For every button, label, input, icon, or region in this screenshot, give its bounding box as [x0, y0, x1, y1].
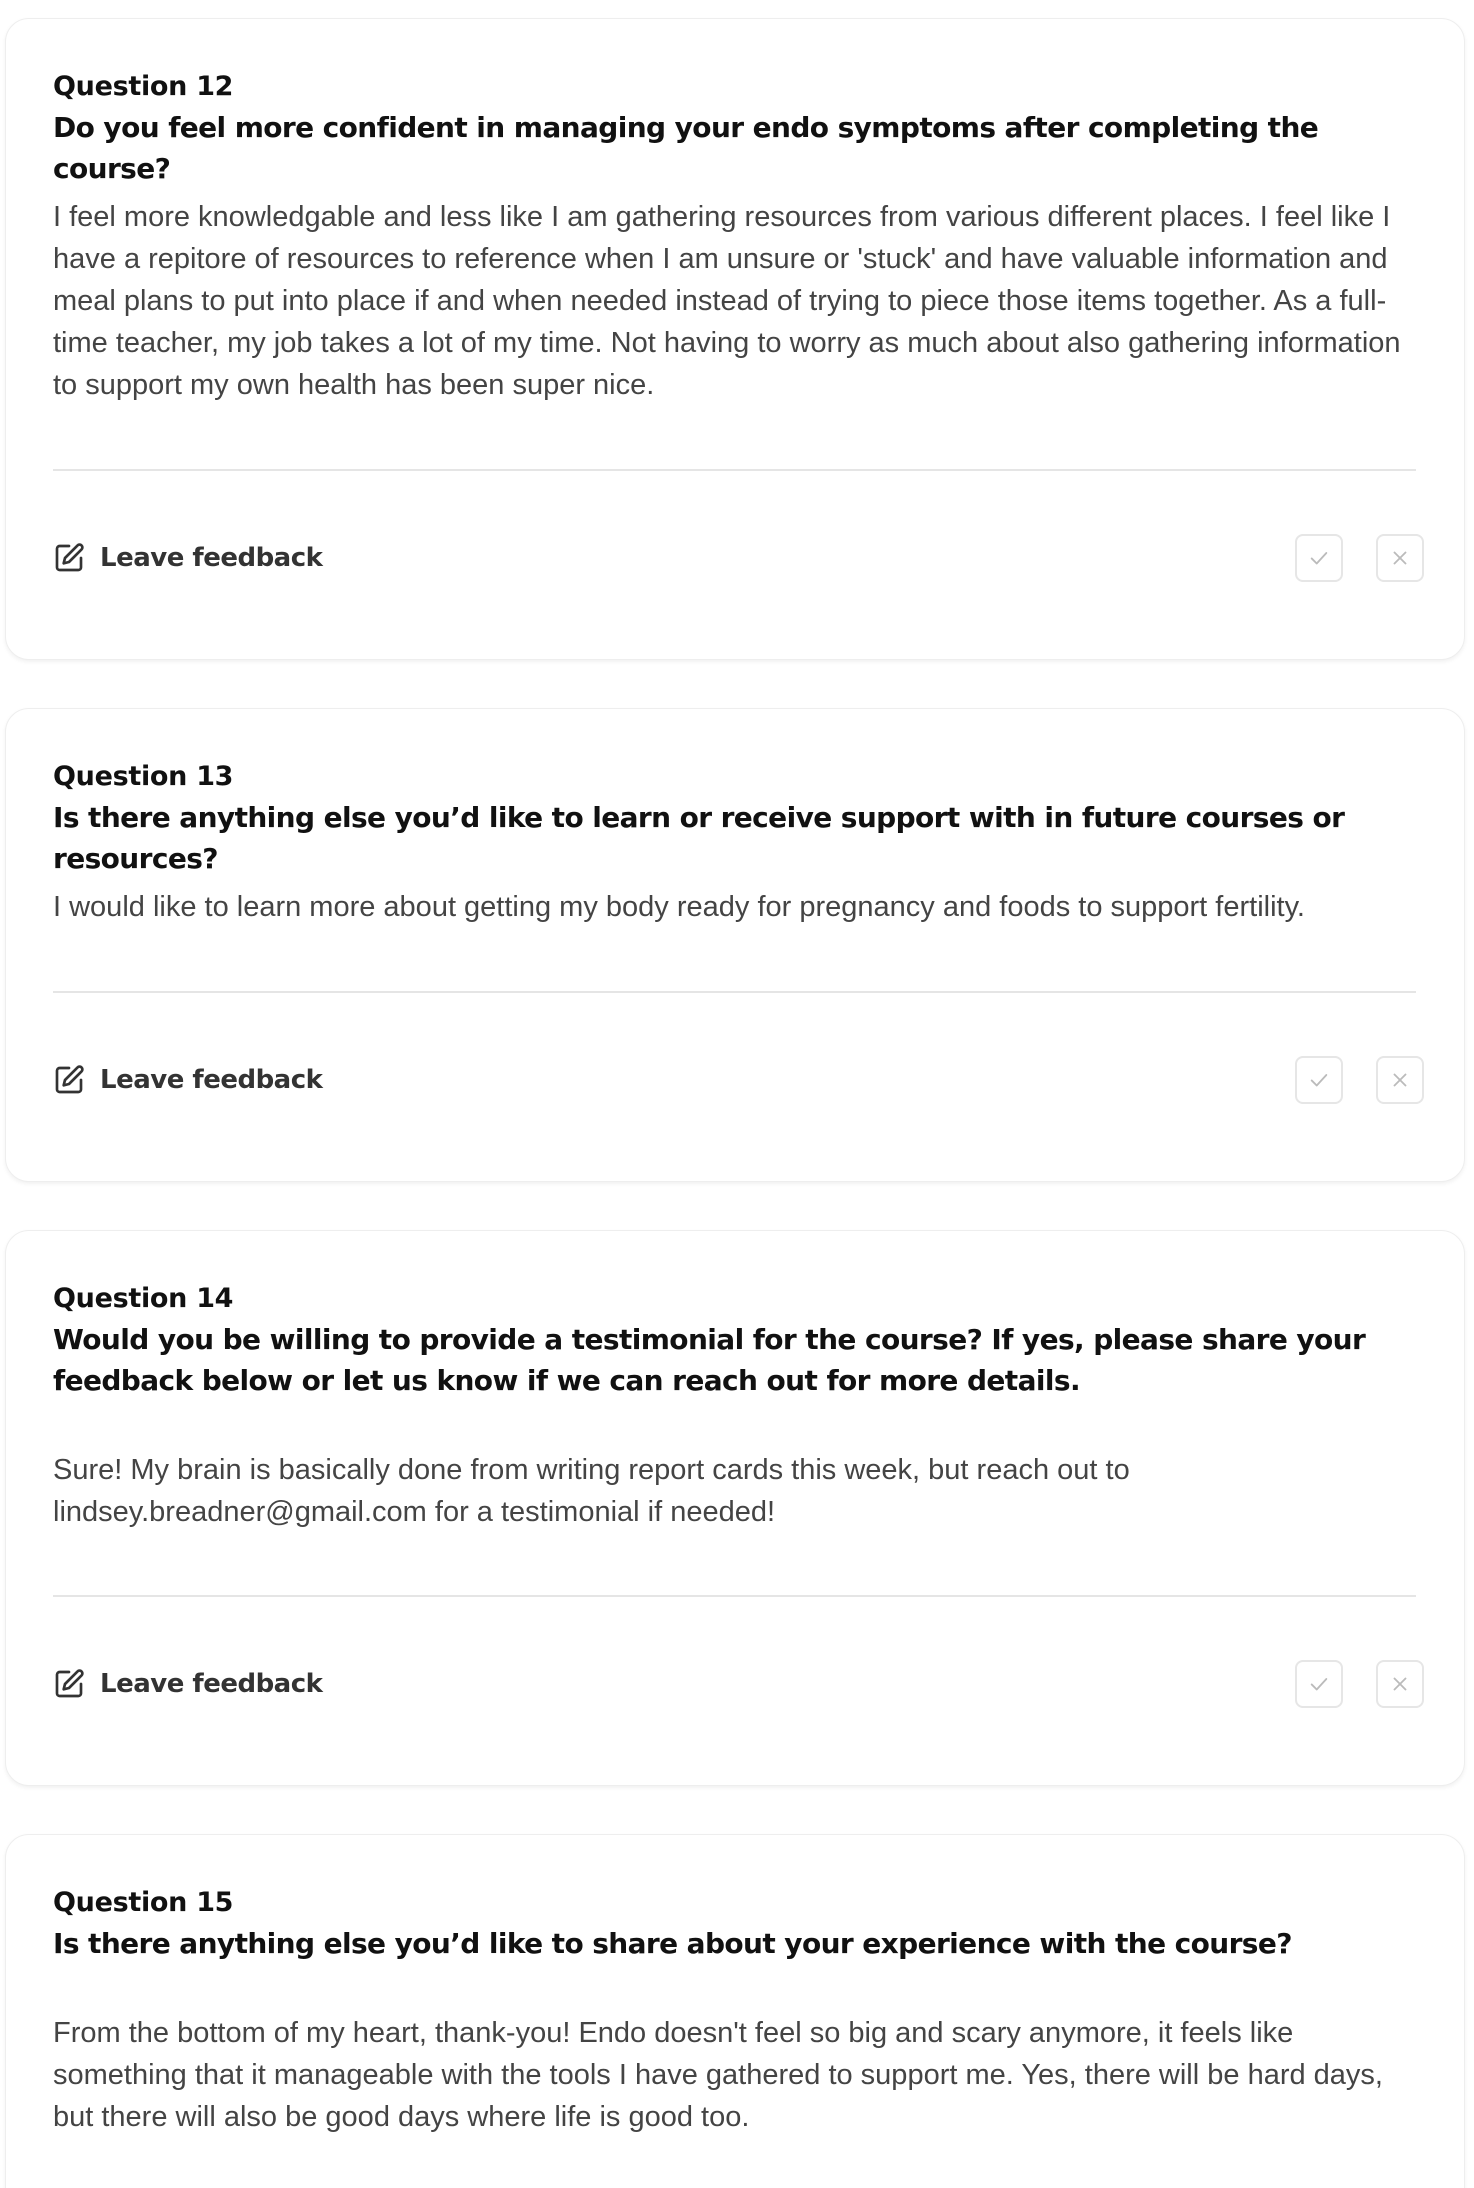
divider [53, 1595, 1416, 1597]
reject-button[interactable] [1376, 1660, 1424, 1708]
leave-feedback-label: Leave feedback [100, 543, 323, 573]
edit-icon [53, 542, 85, 574]
approve-button[interactable] [1295, 1056, 1343, 1104]
check-icon [1308, 1069, 1330, 1091]
reject-button[interactable] [1376, 1056, 1424, 1104]
divider [53, 991, 1416, 993]
question-card-15 [5, 1834, 1465, 2188]
approve-button[interactable] [1295, 1660, 1343, 1708]
question-title: Is there anything else you’d like to share about your experience with the course? [53, 1927, 1292, 1960]
divider [53, 469, 1416, 471]
check-icon [1308, 1673, 1330, 1695]
reject-button[interactable] [1376, 534, 1424, 582]
question-answer: I would like to learn more about getting my body ready for pregnancy and foods to support fertility. [53, 891, 1305, 923]
close-icon [1389, 1069, 1411, 1091]
feedback-row [53, 534, 1416, 582]
leave-feedback-button[interactable] [53, 1056, 322, 1104]
question-title: Do you feel more confident in managing your endo symptoms after completing the course? [53, 111, 1319, 185]
edit-icon [53, 1064, 85, 1096]
approve-button[interactable] [1295, 534, 1343, 582]
question-title: Would you be willing to provide a testimonial for the course? If yes, please share your feedback below or let us know if we can reach out for more details. [53, 1323, 1366, 1397]
leave-feedback-button[interactable] [53, 1660, 322, 1708]
check-icon [1308, 547, 1330, 569]
leave-feedback-label: Leave feedback [100, 1065, 323, 1095]
close-icon [1389, 547, 1411, 569]
question-title: Is there anything else you’d like to learn or receive support with in future courses or resources? [53, 801, 1345, 875]
question-number: Question 14 [53, 1283, 234, 1314]
question-answer: Sure! My brain is basically done from writing report cards this week, but reach out to lindsey.breadner@gmail.com for a testimonial if needed! [53, 1454, 1130, 1528]
feedback-row [53, 1056, 1416, 1104]
question-number: Question 15 [53, 1887, 234, 1918]
question-card-13 [5, 708, 1465, 1182]
question-number: Question 12 [53, 71, 234, 102]
question-card-14 [5, 1230, 1465, 1786]
question-number: Question 13 [53, 761, 234, 792]
question-answer: I feel more knowledgable and less like I am gathering resources from various different places. I feel like I have a repitore of resources to reference when I am unsure or 'stuck' and have valuable information and meal plans to put into place if and when needed instead of trying to piece those items together. As a full-time teacher, my job takes a lot of my time. Not having to worry as much about also gathering information to support my own health has been super nice. [53, 201, 1401, 401]
leave-feedback-label: Leave feedback [100, 1669, 323, 1699]
close-icon [1389, 1673, 1411, 1695]
question-card-12 [5, 18, 1465, 660]
leave-feedback-button[interactable] [53, 534, 322, 582]
question-answer: From the bottom of my heart, thank-you! Endo doesn't feel so big and scary anymore, it feels like something that it manageable with the tools I have gathered to support me. Yes, there will be hard days, but there will also be good days where life is good too. [53, 2017, 1383, 2133]
edit-icon [53, 1668, 85, 1700]
feedback-row [53, 1660, 1416, 1708]
